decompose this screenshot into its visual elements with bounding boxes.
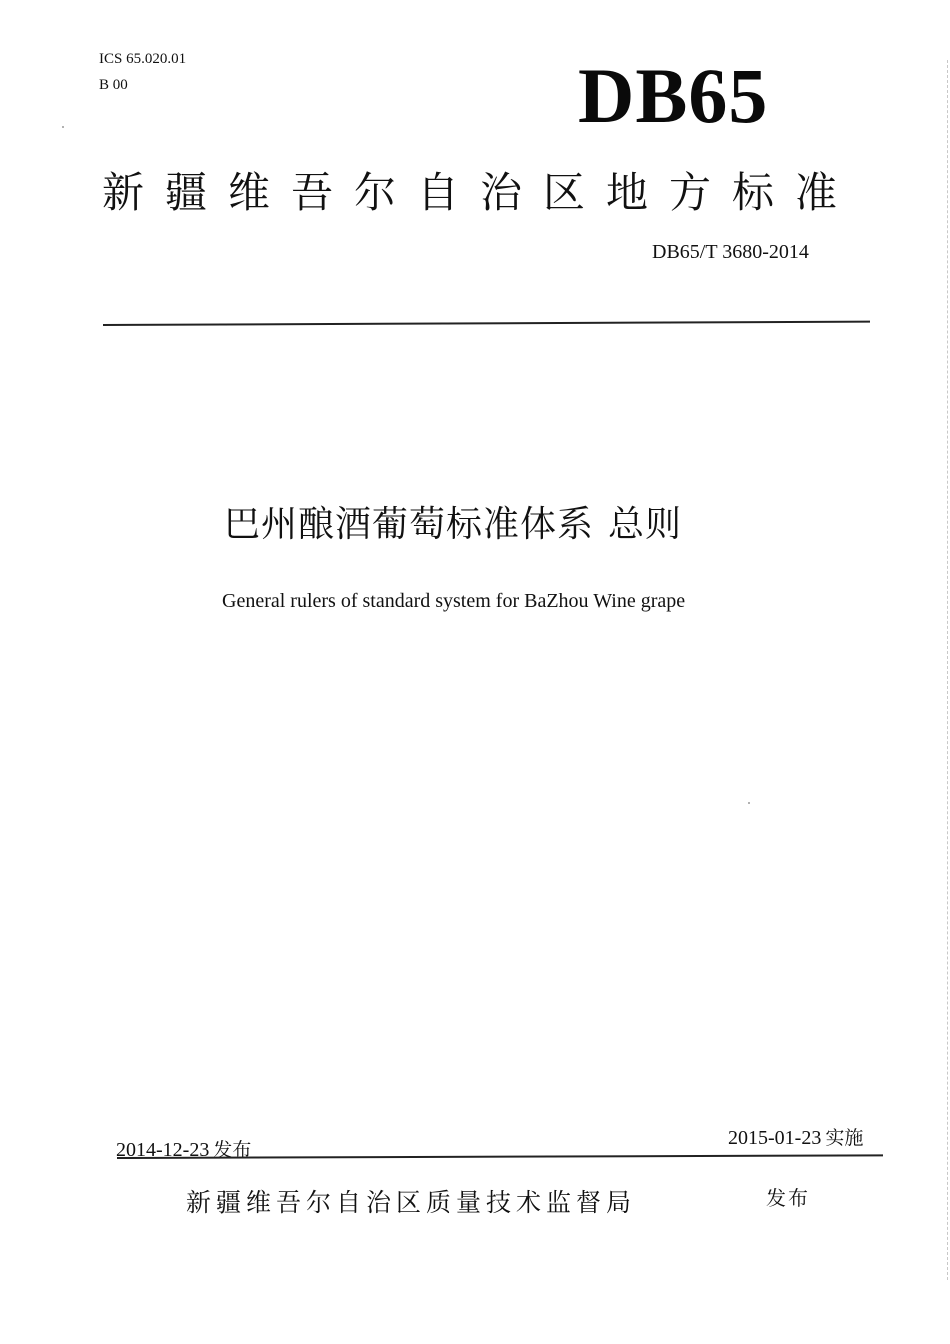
issuer-name: 新疆维吾尔自治区质量技术监督局 bbox=[186, 1188, 637, 1217]
title-chinese-main: 巴州酿酒葡萄标准体系 bbox=[224, 504, 595, 545]
ccs-code: B 00 bbox=[99, 77, 128, 93]
issue-date: 2014-12-23 bbox=[116, 1139, 210, 1161]
title-english: General rulers of standard system for BaZhou Wine grape bbox=[222, 590, 686, 612]
implementation-date-line bbox=[728, 1125, 863, 1151]
standard-type-heading: 新疆维吾尔自治区地方标准 bbox=[102, 168, 859, 217]
implementation-date: 2015-01-23 bbox=[728, 1127, 822, 1149]
standard-mark: DB65 bbox=[578, 52, 769, 139]
scan-speck bbox=[62, 126, 64, 128]
title-chinese-sub: 总则 bbox=[608, 504, 683, 545]
issue-date-line bbox=[116, 1137, 251, 1163]
standard-number: DB65/T 3680-2014 bbox=[652, 241, 809, 263]
ics-code: ICS 65.020.01 bbox=[99, 51, 187, 67]
top-divider bbox=[103, 321, 870, 326]
scan-edge-artifact bbox=[946, 60, 948, 1280]
issuer-suffix: 发布 bbox=[766, 1186, 810, 1210]
scan-speck bbox=[748, 802, 750, 804]
implementation-label: 实施 bbox=[825, 1127, 864, 1149]
title-chinese bbox=[224, 502, 682, 548]
issue-label: 发布 bbox=[213, 1139, 252, 1161]
